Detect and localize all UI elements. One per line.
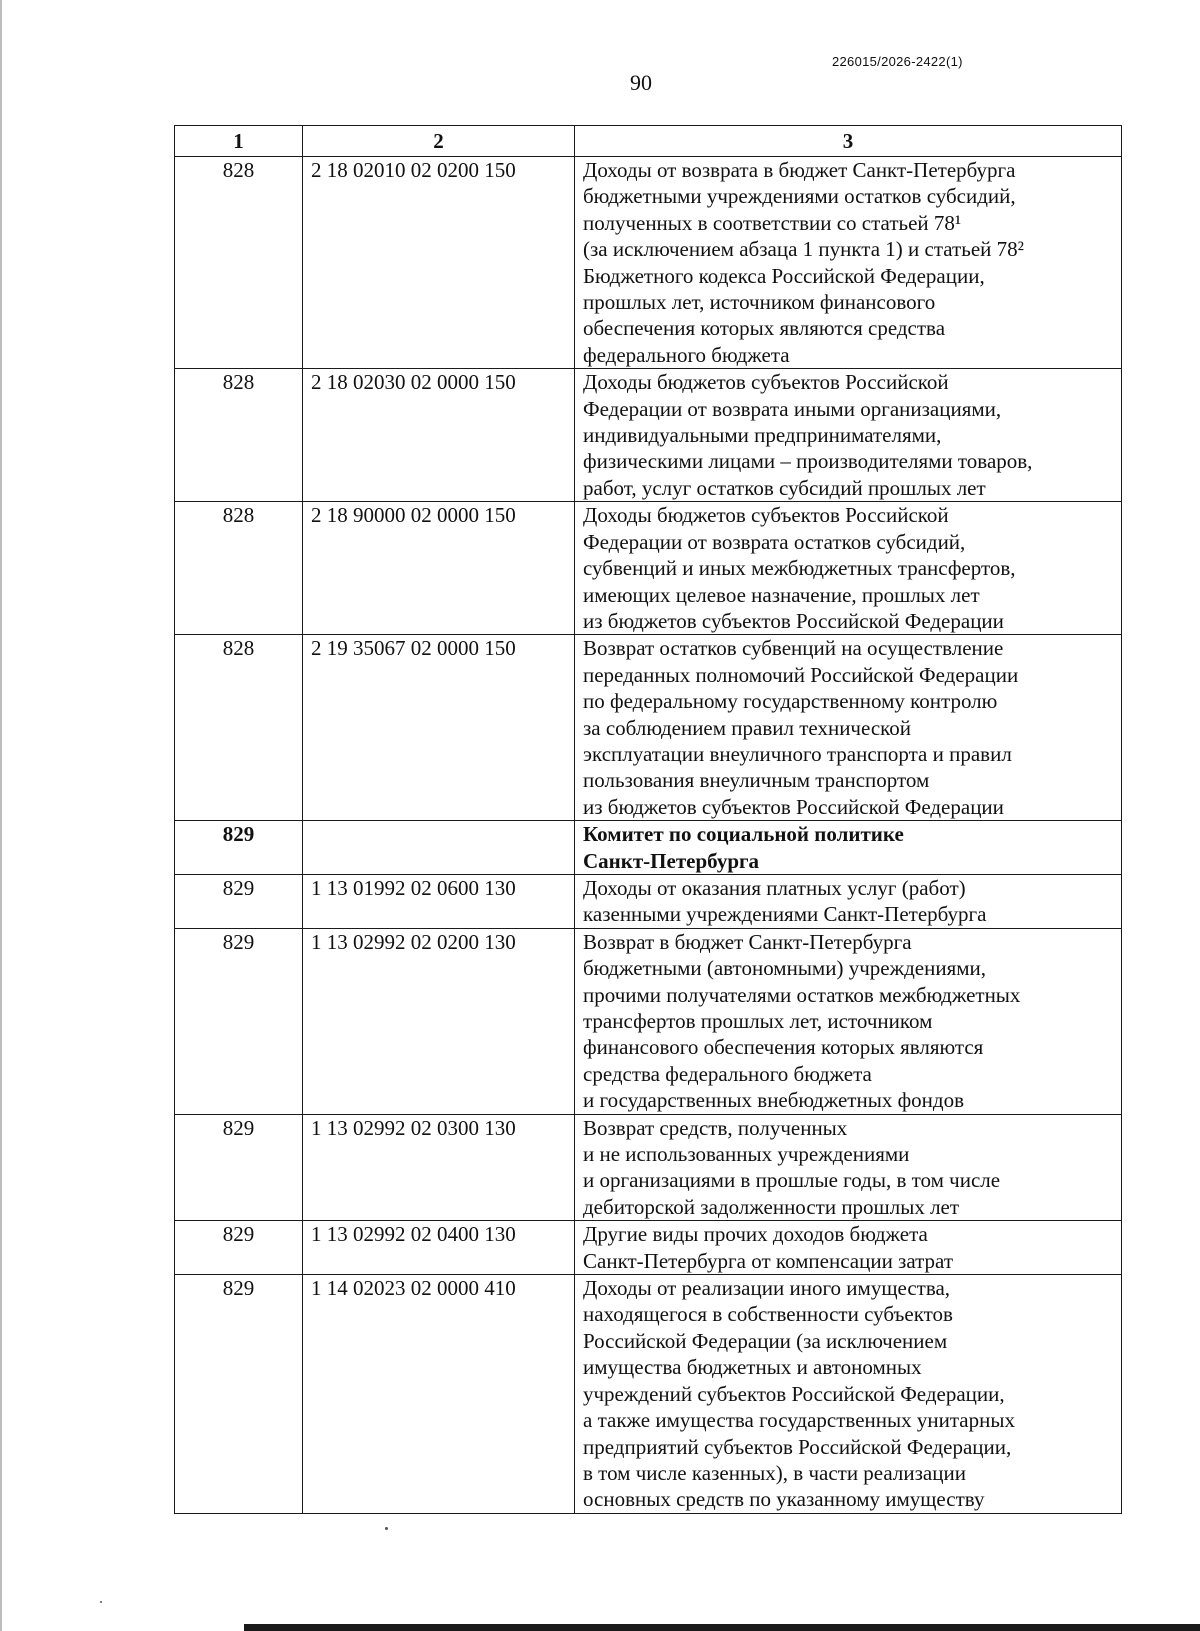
table-row [175, 1275, 1122, 1514]
column-header-3: 3 [575, 126, 1122, 157]
description-line: Российской Федерации (за исключением [583, 1328, 948, 1353]
description-line: по федеральному государственному контролю [583, 689, 998, 714]
description-line: дебиторской задолженности прошлых лет [583, 1194, 960, 1219]
description-line: бюджетными (автономными) учреждениями, [583, 956, 987, 981]
description-line: и не использованных учреждениями [583, 1142, 910, 1167]
description-line: Возврат остатков субвенций на осуществление [583, 636, 1004, 661]
description-line: Санкт-Петербурга [583, 848, 760, 873]
description-line: пользования внеуличным транспортом [583, 768, 930, 793]
description-line: прошлых лет, источником финансового [583, 290, 936, 315]
description-line: Возврат в бюджет Санкт-Петербурга [583, 929, 912, 954]
description-line: индивидуальными предпринимателями, [583, 423, 942, 448]
description-line: Санкт-Петербурга от компенсации затрат [583, 1248, 954, 1273]
table-header-row [175, 126, 1122, 157]
table-body [175, 157, 1122, 1514]
revenue-description-cell [575, 369, 1122, 502]
budget-classification-code-cell: 2 19 35067 02 0000 150 [303, 635, 575, 821]
admin-code-cell: 828 [175, 369, 303, 502]
description-line: Доходы от возврата в бюджет Санкт-Петербурга [583, 158, 1016, 182]
description-line: из бюджетов субъектов Российской Федерации [583, 794, 1004, 819]
budget-classification-code-cell: 1 13 01992 02 0600 130 [303, 874, 575, 928]
revenue-description-cell [575, 635, 1122, 821]
description-line: переданных полномочий Российской Федерации [583, 662, 1019, 687]
description-line: за соблюдением правил технической [583, 715, 912, 740]
description-line: Доходы от реализации иного имущества, [583, 1276, 951, 1301]
description-line: имущества бюджетных и автономных [583, 1355, 922, 1380]
description-line: находящегося в собственности субъектов [583, 1302, 953, 1327]
admin-code-cell: 829 [175, 1114, 303, 1221]
scan-speck [100, 1601, 102, 1603]
description-line: физическими лицами – производителями товаров, [583, 449, 1033, 474]
description-line: работ, услуг остатков субсидий прошлых лет [583, 475, 986, 500]
description-line: Федерации от возврата остатков субсидий, [583, 529, 966, 554]
revenue-description-cell [575, 157, 1122, 369]
description-line: федерального бюджета [583, 342, 790, 367]
document-code: 226015/2026-2422(1) [832, 54, 963, 69]
table-row [175, 369, 1122, 502]
admin-code-cell: 828 [175, 635, 303, 821]
description-line: эксплуатации внеуличного транспорта и правил [583, 741, 1012, 766]
budget-classification-code-cell: 1 14 02023 02 0000 410 [303, 1275, 575, 1514]
admin-code-cell: 829 [175, 1221, 303, 1275]
revenue-description-cell [575, 1114, 1122, 1221]
revenue-description-cell [575, 821, 1122, 875]
table-row [175, 1114, 1122, 1221]
description-line: а также имущества государственных унитарных [583, 1408, 1015, 1433]
description-line: из бюджетов субъектов Российской Федерации [583, 608, 1004, 633]
description-line: Доходы от оказания платных услуг (работ) [583, 875, 966, 900]
table-row [175, 821, 1122, 875]
column-header-1: 1 [175, 126, 303, 157]
scan-speck [385, 1527, 388, 1530]
scan-edge [0, 0, 2, 1631]
revenue-description-cell [575, 1275, 1122, 1514]
admin-code-cell: 829 [175, 874, 303, 928]
table-row [175, 874, 1122, 928]
admin-code-cell: 828 [175, 502, 303, 635]
description-line: бюджетными учреждениями остатков субсидий, [583, 184, 1016, 209]
description-line: Комитет по социальной политике [583, 822, 904, 847]
description-line: учреждений субъектов Российской Федерации, [583, 1381, 1005, 1406]
budget-classification-code-cell: 2 18 02010 02 0200 150 [303, 157, 575, 369]
table-row [175, 157, 1122, 369]
description-line: Бюджетного кодекса Российской Федерации, [583, 263, 985, 288]
description-line: полученных в соответствии со статьей 78¹ [583, 210, 962, 235]
table-row [175, 502, 1122, 635]
description-line: Доходы бюджетов субъектов Российской [583, 370, 949, 395]
description-line: в том числе казенных), в части реализации [583, 1460, 966, 1485]
description-line: обеспечения которых являются средства [583, 316, 946, 341]
description-line: Возврат средств, полученных [583, 1115, 848, 1140]
scan-bottom-bar [244, 1624, 1200, 1631]
table-row [175, 928, 1122, 1114]
column-header-2: 2 [303, 126, 575, 157]
admin-code-cell: 828 [175, 157, 303, 369]
budget-classification-code-cell [303, 821, 575, 875]
description-line: Доходы бюджетов субъектов Российской [583, 503, 949, 528]
admin-code-cell: 829 [175, 1275, 303, 1514]
admin-code-cell: 829 [175, 928, 303, 1114]
description-line: казенными учреждениями Санкт-Петербурга [583, 902, 987, 927]
revenue-codes-table [174, 125, 1122, 1514]
description-line: основных средств по указанному имуществу [583, 1487, 985, 1512]
description-line: и государственных внебюджетных фондов [583, 1088, 965, 1113]
table-row [175, 1221, 1122, 1275]
description-line: Другие виды прочих доходов бюджета [583, 1222, 928, 1247]
budget-classification-code-cell: 1 13 02992 02 0200 130 [303, 928, 575, 1114]
page-number: 90 [630, 70, 652, 95]
admin-code-cell: 829 [175, 821, 303, 875]
budget-classification-code-cell: 1 13 02992 02 0300 130 [303, 1114, 575, 1221]
table-row [175, 635, 1122, 821]
revenue-description-cell [575, 1221, 1122, 1275]
description-line: и организациями в прошлые годы, в том числе [583, 1168, 1001, 1193]
revenue-description-cell [575, 928, 1122, 1114]
description-line: прочими получателями остатков межбюджетных [583, 982, 1021, 1007]
revenue-description-cell [575, 502, 1122, 635]
description-line: финансового обеспечения которых являются [583, 1035, 984, 1060]
description-line: субвенций и иных межбюджетных трансфертов, [583, 556, 1016, 581]
budget-classification-code-cell: 1 13 02992 02 0400 130 [303, 1221, 575, 1275]
description-line: имеющих целевое назначение, прошлых лет [583, 582, 980, 607]
description-line: средства федерального бюджета [583, 1061, 872, 1086]
budget-classification-code-cell: 2 18 90000 02 0000 150 [303, 502, 575, 635]
description-line: (за исключением абзаца 1 пункта 1) и статьей 78² [583, 237, 1024, 262]
budget-classification-code-cell: 2 18 02030 02 0000 150 [303, 369, 575, 502]
description-line: трансфертов прошлых лет, источником [583, 1009, 933, 1033]
description-line: Федерации от возврата иными организациями, [583, 396, 1002, 421]
description-line: предприятий субъектов Российской Федерации, [583, 1434, 1012, 1459]
revenue-description-cell [575, 874, 1122, 928]
